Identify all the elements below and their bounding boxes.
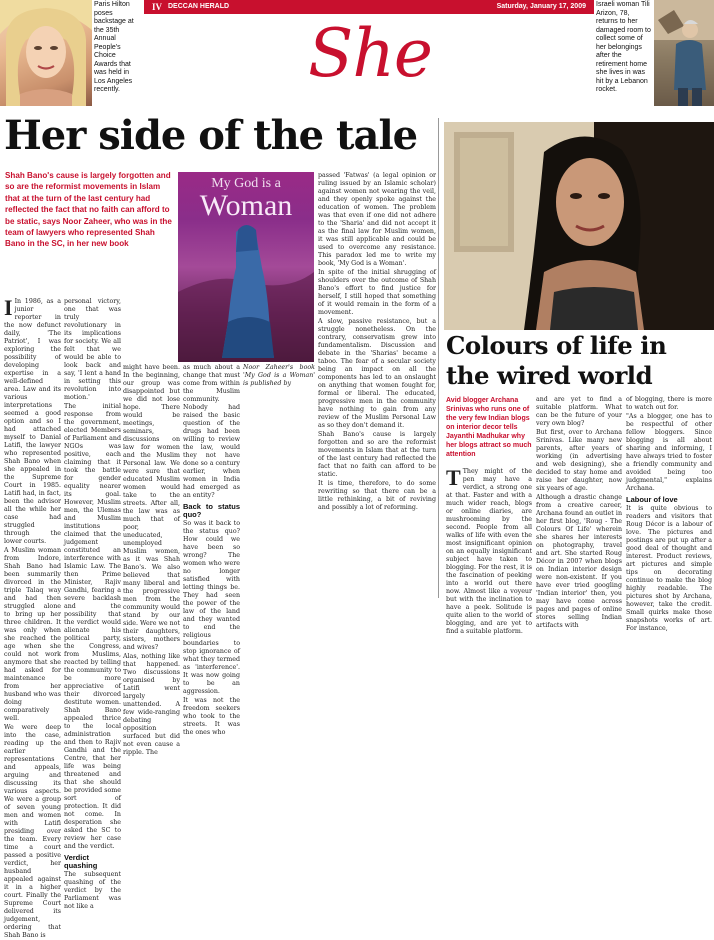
main-col1-para3: We were deep into the case, reading up the earlier representations and appeals, arguing and discussing its various aspects. We were a group of seven young men and women with Latifi presiding over the team. Every time a court passed a positive verdict, her husband appealed against it in a higher court. Finally the Supreme Court delivered its judgement, ordering that Shah Bano is	[4, 724, 61, 939]
book-cover-image	[178, 172, 314, 362]
main-col2-para2: The initial response from the government, elected Members of Parliament and NGOs was positive, each claiming that it took the battle for gender equality nearer its goal. However, Muslim men, the Ulemas and Muslim institutions claimed that the judgement constituted an interference with Islamic Law. The then Prime Minister, Rajiv Gandhi, fearing a severe backlash and the possibility that the verdict would alienate his political party, the Congress, from Muslims, reacted by telling the community to be more appreciative of their divorced destitute women. Shah Bano appealed thrice to the local administration and then to Rajiv Gandhi and the Centre, that her life was being threatened and that she should be provided some sort of protection. It did not come. In desperation she asked the SC to review her case and the verdict.	[64, 403, 121, 850]
main-col2-para1: personal victory, one that was truly revolutionary in its implications for society. We all felt that we would be able to look back and say, 'I lent a hand in setting this revolution into motion.'	[64, 298, 121, 401]
main-col5-para5: It is time, therefore, to do some rewriting so that there can be a little rethinking, a bit of reviving and possibly a lot of reforming.	[318, 480, 436, 511]
section-number: IV	[152, 2, 163, 12]
main-col5-para4: Shah Bano's cause is largely forgotten and so are the reformist movements in Islam that at the turn of the last century had reflected the fact that no faith can afford to be static.	[318, 431, 436, 478]
issue-date: Saturday, January 17, 2009	[496, 3, 586, 10]
verdict-text: The subsequent quashing of the verdict by the Parliament was not like a	[64, 871, 121, 910]
side-col3-para2: "As a blogger, one has to be respectful of other fellow bloggers. Since blogging is all about sharing and informing, I have always tried to foster a friendly community and avoided being too judgmental," explains Archana.	[626, 413, 712, 492]
main-col1-para1: In 1986, as a junior reporter in the now defunct daily, 'The Patriot', I was exploring the possibility of developing expertise in a well-defined area. Law and its various interpretations seemed a good option and so I had attached myself to Danial Latifi, the lawyer who represented Shah Bano when she appealed in the Supreme Court in 1985. Latifi had, in fact, been the advisor all the while her case had struggled through the lower courts.	[4, 298, 61, 545]
israeli-woman-photo	[654, 0, 714, 106]
main-column-1	[4, 295, 61, 939]
column-divider	[438, 118, 439, 598]
main-col4-para2: So was it back to the status quo? How could we have been so wrong? The women who were no longer satisfied with letting things be. They had seen the power of the law of the land and they wanted to end the religious boundaries to stop ignorance of what they termed as 'interference'. It was now going to be an aggression.	[183, 520, 240, 695]
main-col3-para2: Alas, nothing like that happened. Two discussions organised by Latifi went largely unattended. A few wide-ranging debating opposition surfaced but did not even cause a ripple. The	[123, 653, 180, 756]
main-headline: Her side of the tale	[4, 112, 418, 159]
side-col1-text: They might of the pen may have a verdict, a strong one at that. Faster and with a much wider reach, blogs or online diaries, are mushrooming by the second. People from all walks of life with even the most insignificant opinion on an equally insignificant subject have taken to blogging. For the rest, it is the fascination of peeking into a world out there now. Almost like a voyeur but with the inclination to have a peek. Solitude is quite alien to the world of blogging, and are yet to find a suitable platform.	[446, 468, 532, 635]
drop-cap-t: T	[446, 465, 461, 490]
drop-cap-i: I	[4, 295, 13, 320]
side-headline: Colours of life in the wired world	[446, 331, 667, 390]
main-col5-para1: passed 'Fatwas' (a legal opinion or ruling issued by an Islamic scholar) against women not wearing the veil, and they openly spoke against the education of women. The problem was that even if one did not adhere to the 'Sharia' and did not accept it as the final law for Muslim women, it was still applicable and could be used to overcome any resistance. This paradox led me to write my book, 'My God is a Woman'.	[318, 172, 436, 267]
side-column-2	[536, 396, 622, 629]
main-col5-caption: Noor Zaheer's book 'My God is a Woman' is published by	[243, 364, 315, 387]
main-column-2	[64, 298, 121, 910]
paper-name: DECCAN HERALD	[168, 3, 230, 10]
main-col4-para1: as much about a change that must come from within the Muslim community. Nobody had raised the basic question of the drugs had been willing to review the law, would they not have done so a century earlier, when women in India had emerged as an entity?	[183, 364, 240, 499]
side-column-3	[626, 396, 712, 632]
main-deck: Shah Bano's cause is largely forgotten and so are the reformist movements in Islam that at the turn of the last century had reflected the fact that no faith can afford to be static, says Noor Zaheer, who was in the team of lawyers who represented Shah Bano in the SC, in her new book	[5, 171, 172, 249]
verdict-subhead: Verdict quashing	[64, 853, 98, 870]
side-col2-para3: Although a drastic change from a creative career, Archana found an outlet in her first blog, 'Roug - The Colours Of Life' wherein she shares her interests on photography, travel and art. She started Roug Décor in 2007 when blogs on Indian interior design were non-existent. If you have ever tried googling 'Indian interior' then, you may have come across pages and pages of online stores selling Indian artifacts with	[536, 494, 622, 629]
book-title-line2: Woman	[199, 189, 293, 222]
book-title-line1: My God is a	[211, 176, 281, 191]
main-col5-para2: In spite of the initial shrugging of shoulders over the outcome of Shah Bano's effort to find justice for herself, I still hoped that something of it would remain in the form of a movement.	[318, 269, 436, 316]
main-col5-para3: A slow, passive resistance, but a struggle nonetheless. On the contrary, conservatism grew into fundamentalism. Discussion and debate in the 'Sharias' became a taboo. The fear of a secular society being an impact on all the components has led to an onslaught on anything that women fought for, formal or liberal. The educated, progressive men in the community have nothing to gain from any review of the Muslim Personal Law as so they don't demand it.	[318, 318, 436, 429]
side-deck: Avid blogger Archana Srinivas who runs one of the very few Indian blogs on interior decor tells Jayanthi Madhukar why her blogs attract so much attention	[446, 397, 532, 458]
main-column-3	[123, 364, 180, 756]
side-col3-para1: of blogging, there is more to watch out for.	[626, 396, 712, 411]
main-col3-para1: might have been. In the beginning, our group was disappointed but we did not lose hope. There would be meetings, seminars, discussions on law for women and the Muslim Personal law. We were sure that educated Muslim women would take to the streets. After all, the law was as much that of poor, uneducated, unemployed Muslim women, as it was Shah Bano's. We also believed that many liberal and the progressive men from the community would stand by our side. Were we not their daughters, sisters, mothers and wives?	[123, 364, 180, 651]
labour-subhead: Labour of love	[626, 495, 678, 504]
paris-hilton-photo	[0, 0, 92, 106]
paris-hilton-caption: Paris Hilton poses backstage at the 35th Annual People's Choice Awards that was held in Los Angeles recently.	[94, 1, 134, 93]
status-quo-subhead: Back to status quo?	[183, 502, 240, 519]
main-col4-para3: It was not the freedom seekers who took to the streets. It was the ones who	[183, 697, 240, 736]
main-column-6	[318, 172, 436, 598]
side-column-1	[446, 465, 532, 635]
israeli-woman-caption: Israeli woman Tili Arizon, 78, returns to her damaged room to collect some of her belongings after the retirement home she lives in was hit by a Lebanon rocket.	[596, 1, 651, 93]
labour-text: It is quite obvious to readers and visitors that Roug Décor is a labour of love. The pictures and postings are put up after a good deal of thought and interest. Product reviews, art pictures and simple tips on decorating continue to make the blog highly readable. The pictures shot by Archana, however, take the credit. Small quirks make those snapshots works of art. For instance,	[626, 505, 712, 632]
main-column-4	[183, 364, 240, 736]
section-title: She	[308, 15, 432, 92]
side-col2-para2: But first, over to Archana Srinivas. Like many new parents, after years of working (in advertising and web designing), she decided to stay home and raise her daughter, now six years of age.	[536, 429, 622, 492]
archana-srinivas-photo	[444, 122, 714, 330]
main-column-5	[243, 364, 315, 598]
main-col1-para2: A Muslim woman from Indore, Shah Bano had been summarily divorced in the triple Talaq way and had then struggled alone to bring up her three children. It was only when she reached the age when she could not work anymore that she had asked for maintenance from her husband who was doing comparatively well.	[4, 547, 61, 722]
side-col2-para1: and are yet to find a suitable platform. What can be the future of your very own blog?	[536, 396, 622, 427]
